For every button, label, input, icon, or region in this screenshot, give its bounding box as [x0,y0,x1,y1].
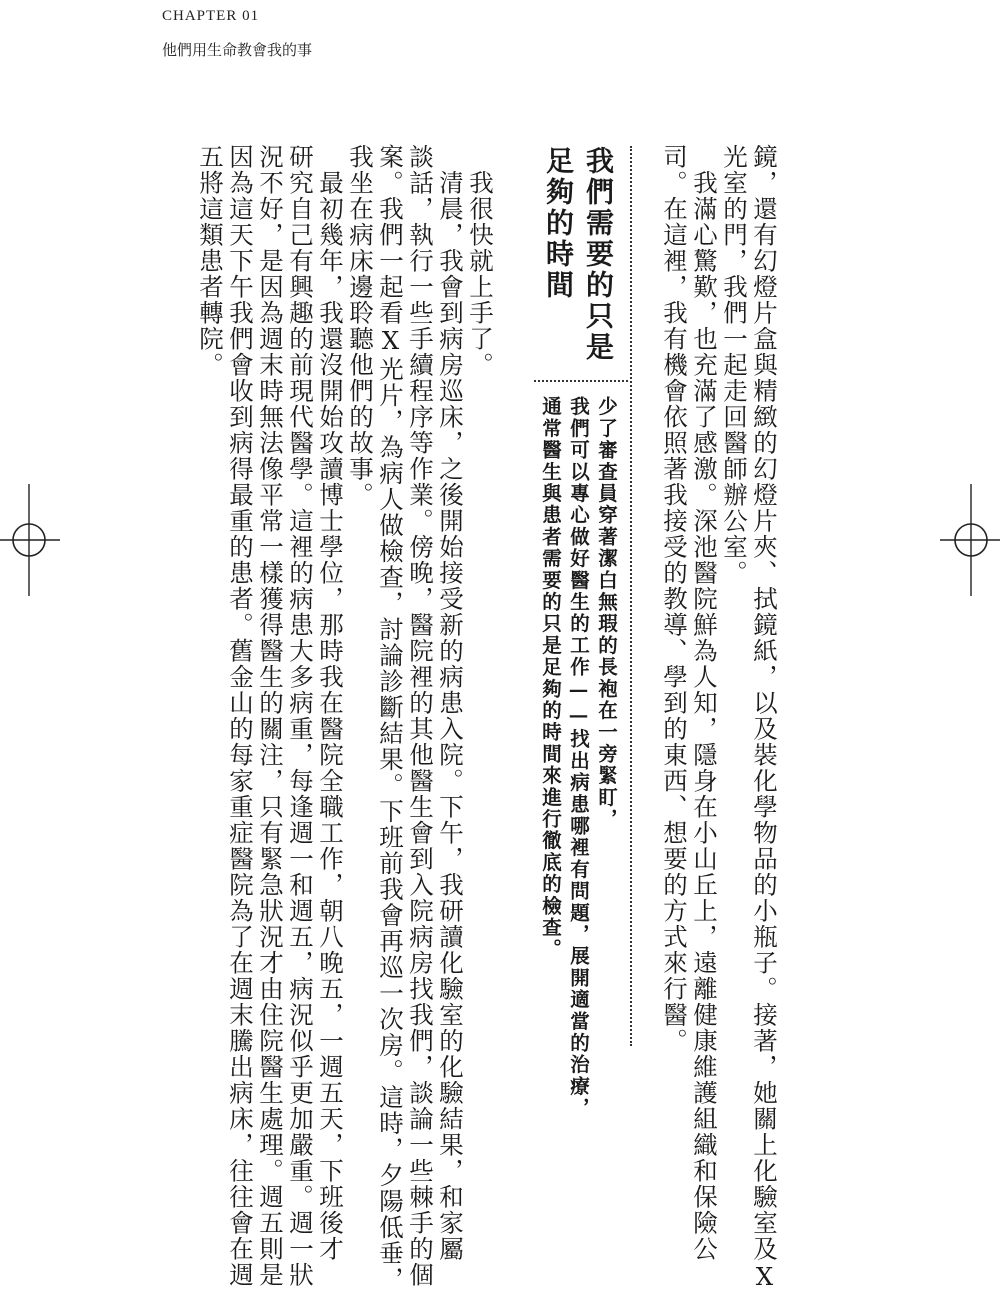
chapter-title: 他們用生命教會我的事 [162,41,313,59]
body-line: 案。我們一起看X光片，為病人做檢查，討論診斷結果。下班前我會再巡一次房。這時，夕陽低垂， [376,144,405,1293]
body-line: 我坐在病床邊聆聽他們的故事。 [346,144,375,508]
body-line: 最初幾年，我還沒開始攻讀博士學位，那時我在醫院全職工作，朝八晚五，一週五天，下班後才 [316,144,345,1262]
body-line: 光室的門，我們一起走回醫師辦公室。 [720,144,749,586]
body-line: 我滿心驚歎，也充滿了感激。深池醫院鮮為人知，隱身在小山丘上，遠離健康維護組織和保險公 [690,144,719,1262]
sidebar-line: 我們可以專心做好醫生的工作——找出病患哪裡有問題，展開適當的治療， [567,396,590,1120]
sidebar-line: 通常醫生與患者需要的只是足夠的時間來進行徹底的檢查。 [539,396,562,961]
running-head [162,8,312,60]
body-line: 研究自己有興趣的前現代醫學。這裡的病患大多病重，每逢週一和週五，病況似乎更加嚴重。週一狀 [286,144,315,1288]
dotted-divider-horizontal [534,380,628,382]
body-line: 司。在這裡，我有機會依照著我接受的教導、學到的東西、想要的方式來行醫。 [660,144,689,1054]
body-line: 談話，執行一些手續程序等作業。傍晚，醫院裡的其他醫生會到入院病房找我們，談論一些棘手的個 [406,144,435,1288]
body-line: 因為這天下午我們會收到病得最重的患者。舊金山的每家重症醫院為了在週末騰出病床，往往會在週 [226,144,255,1288]
dotted-divider-vertical [630,146,632,1046]
sidebar-line: 少了審查員穿著潔白無瑕的長袍在一旁緊盯， [595,396,618,830]
body-line: 我很快就上手了。 [466,144,495,378]
registration-mark-icon [0,484,60,596]
body-line: 況不好，是因為週末時無法像平常一樣獲得醫生的關注，只有緊急狀況才由住院醫生處理。週五則是 [256,144,285,1288]
body-line: 五將這類患者轉院。 [196,144,225,378]
chapter-label: CHAPTER 01 [162,8,260,24]
body-line: 清晨，我會到病房巡床，之後開始接受新的病患入院。下午，我研讀化驗室的化驗結果，和家屬 [436,144,465,1262]
registration-mark-icon [940,484,1000,596]
pull-quote-line-2: 足夠的時間 [542,146,575,301]
pull-quote-line-1: 我們需要的只是 [582,146,615,363]
body-line: 鏡，還有幻燈片盒與精緻的幻燈片夾、拭鏡紙，以及裝化學物品的小瓶子。接著，她關上化驗室及X [750,144,779,1293]
